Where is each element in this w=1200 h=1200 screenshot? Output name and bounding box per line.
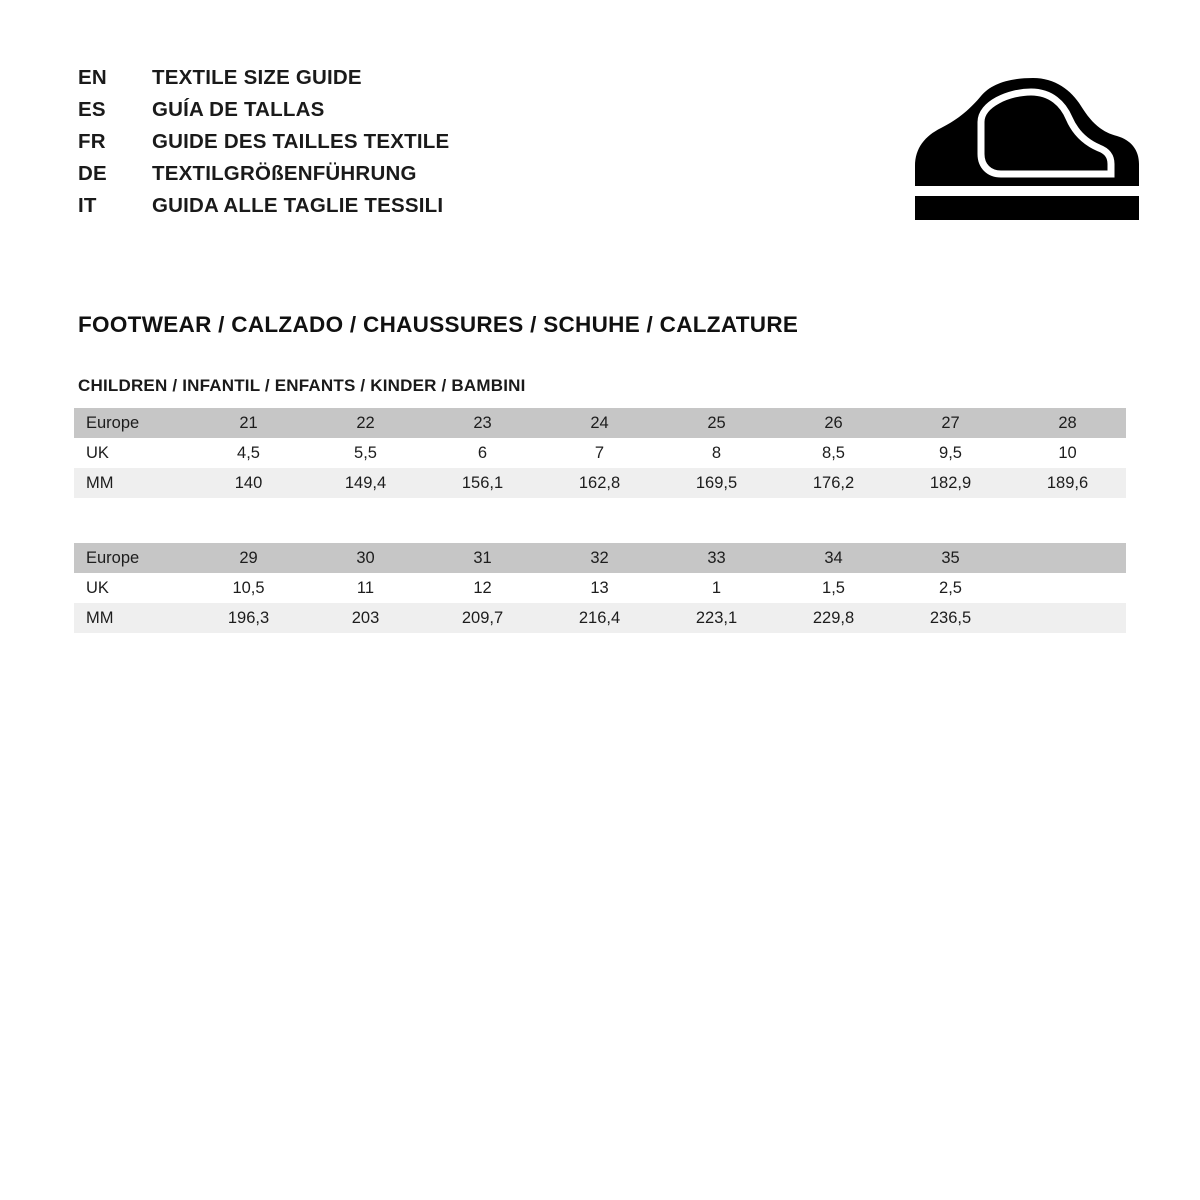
table-cell: 196,3 <box>190 603 307 633</box>
table-cell: 169,5 <box>658 468 775 498</box>
table-cell: 6 <box>424 438 541 468</box>
row-label: Europe <box>74 543 190 573</box>
language-code-en: EN <box>78 66 107 89</box>
table-cell: 28 <box>1009 408 1126 438</box>
table-cell: 182,9 <box>892 468 1009 498</box>
section-subtitle: CHILDREN / INFANTIL / ENFANTS / KINDER / BAMBINI <box>78 376 526 395</box>
table-cell: 33 <box>658 543 775 573</box>
language-text-fr: GUIDE DES TAILLES TEXTILE <box>152 130 450 153</box>
table-cell: 30 <box>307 543 424 573</box>
language-code-es: ES <box>78 98 106 121</box>
table-cell: 23 <box>424 408 541 438</box>
table-cell: 12 <box>424 573 541 603</box>
table-cell: 13 <box>541 573 658 603</box>
table-cell: 4,5 <box>190 438 307 468</box>
table-row <box>74 438 1126 468</box>
language-text-es: GUÍA DE TALLAS <box>152 98 325 121</box>
table-cell: 21 <box>190 408 307 438</box>
table-cell: 29 <box>190 543 307 573</box>
language-code-it: IT <box>78 194 97 217</box>
table-cell: 1,5 <box>775 573 892 603</box>
row-label: Europe <box>74 408 190 438</box>
table-cell: 140 <box>190 468 307 498</box>
section-title: FOOTWEAR / CALZADO / CHAUSSURES / SCHUHE / CALZATURE <box>78 312 799 337</box>
table-cell: 31 <box>424 543 541 573</box>
table-cell-empty <box>1009 603 1126 633</box>
table-cell: 34 <box>775 543 892 573</box>
language-row-it <box>78 194 449 226</box>
table-cell: 156,1 <box>424 468 541 498</box>
row-label: UK <box>74 573 190 603</box>
table-cell: 22 <box>307 408 424 438</box>
size-table-children-part1 <box>74 408 1126 498</box>
language-row-en <box>78 66 449 98</box>
table-cell: 25 <box>658 408 775 438</box>
language-text-en: TEXTILE SIZE GUIDE <box>152 66 362 89</box>
table-cell: 9,5 <box>892 438 1009 468</box>
row-label: UK <box>74 438 190 468</box>
table-row <box>74 468 1126 498</box>
table-row <box>74 573 1126 603</box>
table-cell: 35 <box>892 543 1009 573</box>
table-cell: 176,2 <box>775 468 892 498</box>
table-cell: 203 <box>307 603 424 633</box>
table-cell: 10 <box>1009 438 1126 468</box>
table-cell: 32 <box>541 543 658 573</box>
table-cell: 10,5 <box>190 573 307 603</box>
table-cell: 11 <box>307 573 424 603</box>
table-cell: 223,1 <box>658 603 775 633</box>
table-cell-empty <box>1009 573 1126 603</box>
language-text-de: TEXTILGRÖßENFÜHRUNG <box>152 162 417 185</box>
table-row <box>74 408 1126 438</box>
language-row-de <box>78 162 449 194</box>
table-cell: 236,5 <box>892 603 1009 633</box>
language-text-it: GUIDA ALLE TAGLIE TESSILI <box>152 194 444 217</box>
table-cell: 1 <box>658 573 775 603</box>
shoe-icon <box>905 70 1145 230</box>
row-label: MM <box>74 468 190 498</box>
size-table-children-part2 <box>74 543 1126 633</box>
table-cell: 189,6 <box>1009 468 1126 498</box>
table-cell: 27 <box>892 408 1009 438</box>
table-row <box>74 603 1126 633</box>
language-row-fr <box>78 130 449 162</box>
table-cell-empty <box>1009 543 1126 573</box>
row-label: MM <box>74 603 190 633</box>
table-cell: 24 <box>541 408 658 438</box>
table-row <box>74 543 1126 573</box>
language-code-fr: FR <box>78 130 106 153</box>
language-code-de: DE <box>78 162 107 185</box>
table-cell: 162,8 <box>541 468 658 498</box>
table-cell: 26 <box>775 408 892 438</box>
table-cell: 209,7 <box>424 603 541 633</box>
table-cell: 229,8 <box>775 603 892 633</box>
table-cell: 216,4 <box>541 603 658 633</box>
table-cell: 8 <box>658 438 775 468</box>
language-list <box>78 66 449 226</box>
table-cell: 149,4 <box>307 468 424 498</box>
language-row-es <box>78 98 449 130</box>
table-cell: 2,5 <box>892 573 1009 603</box>
table-cell: 5,5 <box>307 438 424 468</box>
table-cell: 7 <box>541 438 658 468</box>
table-cell: 8,5 <box>775 438 892 468</box>
